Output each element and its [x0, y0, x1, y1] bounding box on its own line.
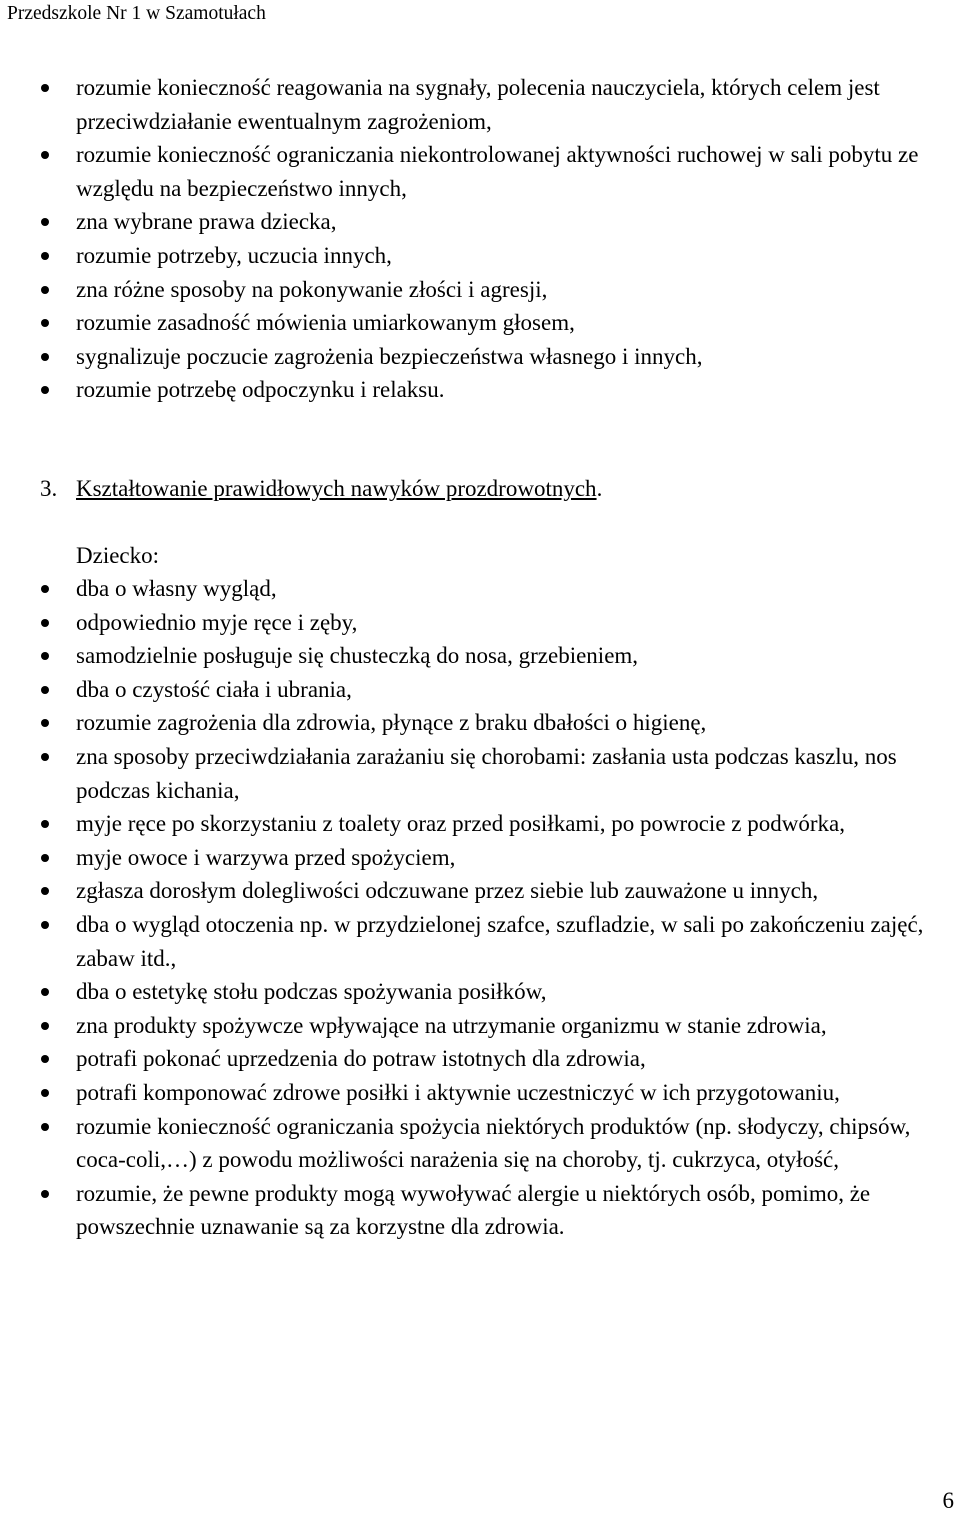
bullet-icon [41, 854, 49, 862]
section-number: 3. [40, 476, 58, 501]
safety-skills-list [0, 71, 960, 407]
list-item [0, 138, 960, 205]
list-item-text: zna sposoby przeciwdziałania zarażaniu się chorobami: zasłania usta podczas kaszlu, nos podczas kichania, [76, 743, 897, 803]
list-item-text: dba o wygląd otoczenia np. w przydzielonej szafce, szufladzie, w sali po zakończeniu zajęć, zabaw itd., [76, 911, 924, 971]
list-item [0, 306, 960, 340]
list-item-text: rozumie, że pewne produkty mogą wywoływać alergie u niektórych osób, pomimo, że powszechnie uznawanie są za korzystne dla zdrowia. [76, 1180, 871, 1240]
list-item-text: rozumie potrzeby, uczucia innych, [76, 242, 392, 268]
section-title: Kształtowanie prawidłowych nawyków prozdrowotnych [76, 476, 597, 501]
health-habits-list [0, 572, 960, 1244]
section-heading [40, 472, 602, 506]
list-item [0, 239, 960, 273]
list-item-text: sygnalizuje poczucie zagrożenia bezpieczeństwa własnego i innych, [76, 343, 703, 369]
list-item-text: zna wybrane prawa dziecka, [76, 209, 337, 235]
bullet-icon [41, 1123, 49, 1131]
list-item [0, 606, 960, 640]
list-item-text: potrafi komponować zdrowe posiłki i aktywnie uczestniczyć w ich przygotowaniu, [76, 1079, 840, 1105]
bullet-icon [41, 386, 49, 394]
bullet-icon [41, 652, 49, 660]
list-item [0, 205, 960, 239]
list-item-text: dba o czystość ciała i ubrania, [76, 676, 352, 702]
list-item-text: zna produkty spożywcze wpływające na utrzymanie organizmu w stanie zdrowia, [76, 1012, 827, 1038]
list-item [0, 975, 960, 1009]
list-item [0, 706, 960, 740]
bullet-icon [41, 1089, 49, 1097]
bullet-icon [41, 820, 49, 828]
list-item [0, 908, 960, 975]
subject-label: Dziecko: [76, 543, 160, 568]
list-item-text: rozumie konieczność ograniczania niekontrolowanej aktywności ruchowej w sali pobytu ze względu na bezpieczeństwo innych, [76, 142, 919, 201]
list-item-text: rozumie konieczność reagowania na sygnały, polecenia nauczyciela, których celem jest przeciwdziałanie ewentualnym zagrożeniom, [76, 75, 880, 134]
list-item [0, 373, 960, 407]
list-item-text: odpowiednio myje ręce i zęby, [76, 609, 358, 635]
list-item-text: dba o własny wygląd, [76, 576, 277, 601]
bullet-icon [41, 988, 49, 996]
list-item-text: rozumie zasadność mówienia umiarkowanym głosem, [76, 310, 575, 336]
bullet-icon [41, 84, 49, 92]
page-header: Przedszkole Nr 1 w Szamotułach [7, 3, 266, 24]
bullet-icon [41, 286, 49, 294]
bullet-icon [41, 921, 49, 929]
list-item [0, 1076, 960, 1110]
list-item [0, 1009, 960, 1043]
list-item [0, 273, 960, 307]
list-item [0, 874, 960, 908]
bullet-icon [41, 585, 49, 593]
bullet-icon [41, 1055, 49, 1063]
list-item-text: dba o estetykę stołu podczas spożywania posiłków, [76, 979, 547, 1005]
list-item [0, 841, 960, 875]
page-number: 6 [942, 1488, 954, 1513]
bullet-icon [41, 753, 49, 761]
list-item-text: myje owoce i warzywa przed spożyciem, [76, 844, 456, 870]
list-item [0, 71, 960, 138]
list-item [0, 1110, 960, 1177]
list-item-text: rozumie konieczność ograniczania spożycia niektórych produktów (np. słodyczy, chipsów, coca-coli,…) z powodu możliwości narażenia się na choroby, tj. cukrzyca, otyłość, [76, 1113, 911, 1173]
list-item [0, 340, 960, 374]
list-item [0, 740, 960, 807]
list-item [0, 1177, 960, 1244]
list-item-text: rozumie zagrożenia dla zdrowia, płynące z braku dbałości o higienę, [76, 710, 707, 736]
bullet-icon [41, 353, 49, 361]
bullet-icon [41, 151, 49, 159]
bullet-icon [41, 319, 49, 327]
bullet-icon [41, 887, 49, 895]
bullet-icon [41, 719, 49, 727]
list-item-text: potrafi pokonać uprzedzenia do potraw istotnych dla zdrowia, [76, 1046, 646, 1072]
section-title-end: . [596, 476, 603, 501]
list-item [0, 572, 960, 606]
bullet-icon [41, 1022, 49, 1030]
list-item-text: zna różne sposoby na pokonywanie złości i agresji, [76, 276, 548, 302]
list-item [0, 807, 960, 841]
bullet-icon [41, 252, 49, 260]
list-item [0, 673, 960, 707]
list-item [0, 639, 960, 673]
list-item-text: rozumie potrzebę odpoczynku i relaksu. [76, 377, 445, 403]
bullet-icon [41, 1190, 49, 1198]
bullet-icon [41, 218, 49, 226]
list-item-text: samodzielnie posługuje się chusteczką do nosa, grzebieniem, [76, 643, 639, 669]
list-item-text: zgłasza dorosłym dolegliwości odczuwane przez siebie lub zauważone u innych, [76, 878, 819, 904]
bullet-icon [41, 619, 49, 627]
bullet-icon [41, 686, 49, 694]
list-item [0, 1042, 960, 1076]
list-item-text: myje ręce po skorzystaniu z toalety oraz przed posiłkami, po powrocie z podwórka, [76, 811, 845, 837]
